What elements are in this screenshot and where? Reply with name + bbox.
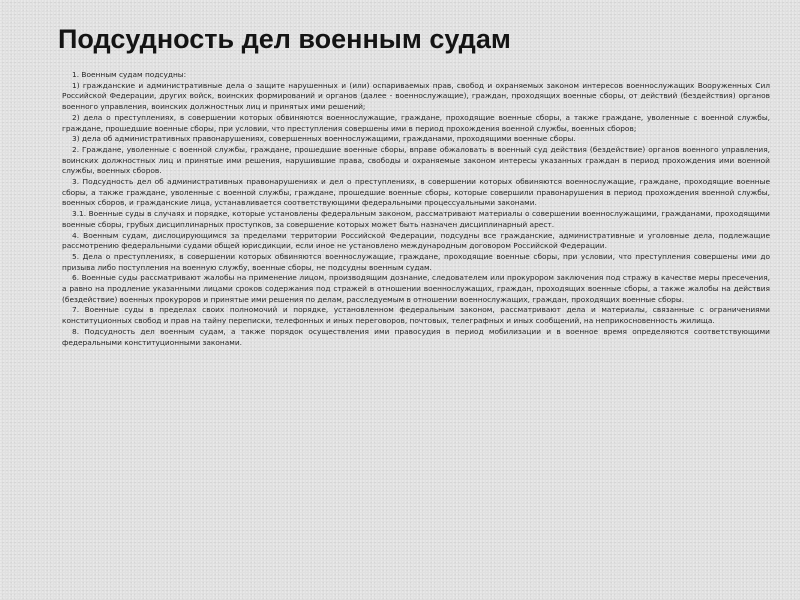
paragraph-1: 1. Военным судам подсудны: [72, 70, 187, 79]
paragraph-5: 5. Дела о преступлениях, в совершении которых обвиняются военнослужащие, граждане, проходящие военные сборы, при условии, что преступления совершены ими до призыва либо поступления на военную службу, военные сборы, не подсудны военным судам. [62, 251, 770, 272]
paragraph-6: 6. Военные суды рассматривают жалобы на применение лицом, производящим дознание, следователем или прокурором заключения под стражу в качестве меры пресечения, а равно на продление указанными лицами сроков содержания под стражей в отношении военнослужащих, граждан, проходящих военные сборы, а также жалобы на действия (бездействие) военных прокуроров и принятые ими решения по делам, расследуемым в отношении военнослужащих, граждан, проходящих военные сборы. [62, 273, 770, 304]
paragraph-1-2: 2) дела о преступлениях, в совершении которых обвиняются военнослужащие, граждане, проходящие военные сборы, а также граждане, уволенные с военной службы, граждане, прошедшие военные сборы, при условии, что преступления совершены ими в период прохождения военной службы, военных сборов; [62, 112, 770, 133]
paragraph-1-3: 3) дела об административных правонарушениях, совершенных военнослужащими, гражданами, проходящими военные сборы. [72, 134, 576, 144]
page-title: Подсудность дел военным судам [58, 24, 511, 54]
paragraph-1-1: 1) гражданские и административные дела о защите нарушенных и (или) оспариваемых прав, свобод и охраняемых законом интересов военнослужащих Вооруженных Сил Российской Федерации, других войск, воинских формирований и органов (далее - военнослужащие), граждан, проходящих военные сборы, от действий (бездействия) органов военного управления, воинских должностных лиц и принятых ими решений; [62, 80, 770, 112]
paragraph-7: 7. Военные суды в пределах своих полномочий и порядке, установленном федеральным законом, рассматривают дела и материалы, связанные с ограничениями конституционных свобод и прав на тайну переписки, телефонных и иных переговоров, почтовых, телеграфных и иных сообщений, на неприкосновенность жилища. [62, 305, 770, 326]
paragraph-4: 4. Военным судам, дислоцирующимся за пределами территории Российской Федерации, подсудны все гражданские, административные и уголовные дела, подлежащие рассмотрению федеральными судами общей юрисдикции, если иное не установлено международным договором Российской Федерации. [62, 230, 770, 251]
paragraph-3-1: 3.1. Военные суды в случаях и порядке, которые установлены федеральным законом, рассматривают материалы о совершении военнослужащими, гражданами, проходящими военные сборы, грубых дисциплинарных проступков, за совершение которых может быть назначен дисциплинарный арест. [62, 209, 770, 229]
paragraph-3: 3. Подсудность дел об административных правонарушениях и дел о преступлениях, в совершении которых обвиняются военнослужащие, граждане, проходящие военные сборы, а также граждане, уволенные с военной службы, граждане, прошедшие военные сборы, которые совершили правонарушения в период прохождения военной службы, военных сборов, и гражданские лица, устанавливается соответствующими федеральными процессуальными законами. [62, 177, 770, 208]
paragraph-8: 8. Подсудность дел военным судам, а также порядок осуществления ими правосудия в период мобилизации и в военное время определяются соответствующими федеральными конституционными законами. [62, 326, 770, 347]
document-body [62, 70, 770, 348]
paragraph-2: 2. Граждане, уволенные с военной службы, граждане, прошедшие военные сборы, вправе обжаловать в военный суд действия (бездействие) органов военного управления, воинских должностных лиц и принятые ими решения, нарушившие права, свободы и охраняемые законом интересы указанных граждан в период прохождения ими военной службы, военных сборов. [62, 144, 770, 176]
